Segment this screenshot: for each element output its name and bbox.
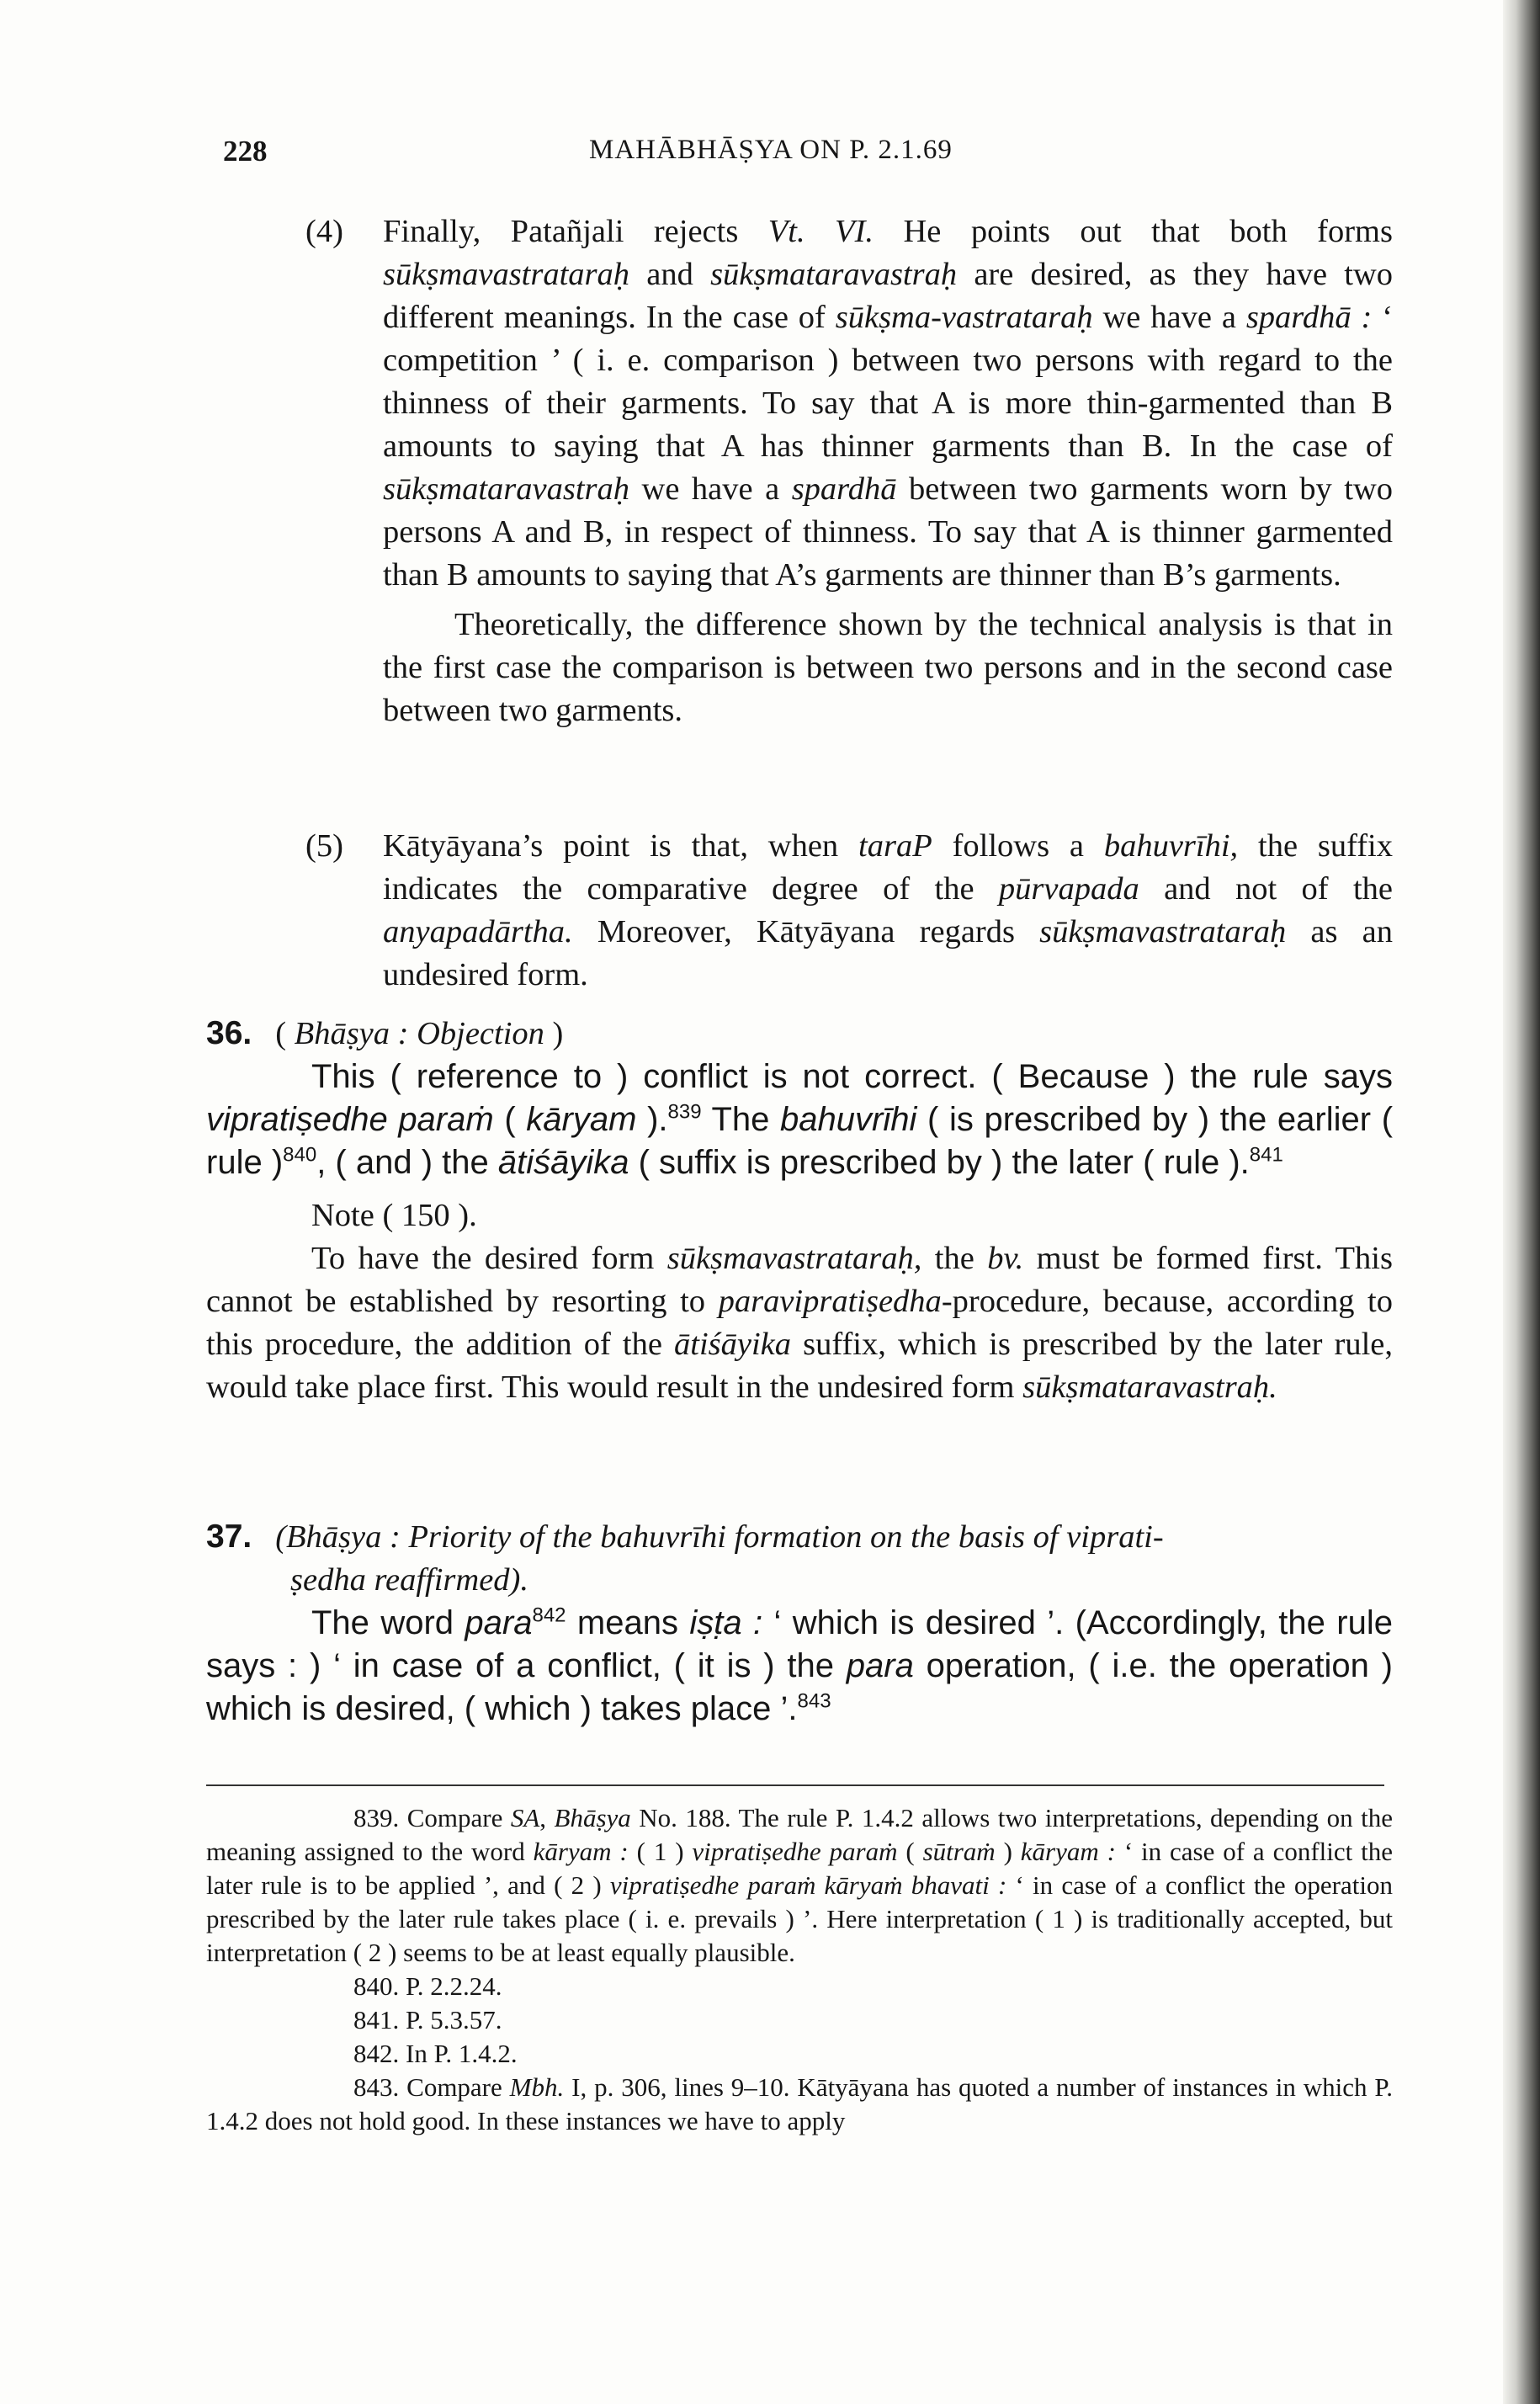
italic-term: vipratiṣedhe paraṁ xyxy=(206,1101,494,1138)
text-run: the xyxy=(921,1241,988,1276)
italic-term: kāryam xyxy=(526,1101,637,1138)
italic-term: sūkṣmavastrataraḥ, xyxy=(666,1241,922,1276)
text-run: and not of the xyxy=(1139,871,1394,907)
text-run: suffix, which is prescribed by the later rule, would take place first. This would result in the undesired form xyxy=(206,1327,1393,1405)
text-run: ( xyxy=(275,1016,295,1051)
text-run: The word xyxy=(311,1604,465,1641)
bhasya-translation xyxy=(206,1602,1393,1731)
section-title-line-1: (Bhāṣya : Priority of the bahuvrīhi formation on the basis of viprati- xyxy=(275,1519,1164,1555)
footnote-ref: 842 xyxy=(532,1604,566,1627)
italic-term: iṣṭa : xyxy=(689,1604,763,1641)
italic-term: sūkṣmataravastraḥ xyxy=(710,257,958,292)
italic-term: pūrvapada xyxy=(998,871,1139,907)
italic-term: vipratiṣedhe paraṁ xyxy=(692,1837,898,1866)
text-run: Moreover, Kātyāyana regards xyxy=(572,914,1040,949)
footnote-842: 842. In P. 1.4.2. xyxy=(353,2039,518,2068)
footnote-ref: 840 xyxy=(283,1143,317,1167)
text-run: follows a xyxy=(932,828,1104,864)
italic-term: kāryam : xyxy=(533,1837,629,1866)
item-4-theoretical-paragraph: Theoretically, the difference shown by the technical analysis is that in the first case the comparison is between two persons and in the second case between two garments. xyxy=(383,607,1393,728)
text-run: ( suffix is prescribed by ) the later ( rule ). xyxy=(629,1144,1250,1181)
text-run: operation, ( i.e. the operation ) which is desired, ( which ) takes place ’. xyxy=(206,1647,1393,1727)
text-run: To have the desired form xyxy=(311,1241,667,1276)
text-run: ‘ which is desired ’. (Accordingly, the rule says : ) ‘ in case of a conflict, ( it is ) the xyxy=(206,1604,1393,1684)
text-run: means xyxy=(566,1604,690,1641)
item-5-paragraph xyxy=(383,825,1393,997)
text-run: , xyxy=(539,1803,555,1832)
text-run: 843. Compare xyxy=(353,2072,510,2102)
text-run: I, p. 306, lines 9–10. Kātyāyana has quoted a number of instances in which P. 1.4.2 does not hold good. In these instances we have to apply xyxy=(206,2072,1393,2135)
italic-term: ātiśāyika xyxy=(674,1327,792,1362)
bhasya-translation xyxy=(206,1056,1393,1184)
item-4-paragraph xyxy=(383,210,1393,597)
note-body xyxy=(206,1237,1393,1409)
section-title-line-2: ṣedha reaffirmed). xyxy=(290,1562,528,1598)
text-run: are desired, as they have two different meanings. In the case of xyxy=(383,257,1393,335)
text-run: between two garments worn by two persons A and B, in respect of thinness. To say that A is thinner garmented than B amounts to saying that A’s garments are thinner than B’s garments. xyxy=(383,471,1394,593)
section-36 xyxy=(206,1012,1393,1409)
page-number: 228 xyxy=(223,135,268,168)
footnote-ref: 843 xyxy=(797,1689,831,1713)
text-run: -procedure, because, according to this procedure, the addition of the xyxy=(206,1284,1393,1362)
note-heading: Note ( 150 ). xyxy=(311,1198,477,1233)
text-run: ( 1 ) xyxy=(628,1837,693,1866)
text-run: No. 188. The rule P. 1.4.2 allows two interpretations, depending on the meaning assigned to the word xyxy=(206,1803,1394,1866)
text-run: we have a xyxy=(1092,300,1246,335)
italic-term: taraP xyxy=(858,828,932,864)
italic-term: sūtraṁ xyxy=(922,1837,996,1866)
italic-term: sūkṣmataravastraḥ. xyxy=(1022,1370,1277,1405)
italic-term: Bhāṣya : Objection xyxy=(294,1016,544,1051)
footnote-840: 840. P. 2.2.24. xyxy=(353,1971,502,2001)
italic-term: bv. xyxy=(987,1241,1024,1276)
section-heading xyxy=(206,1012,1393,1056)
section-number: 37. xyxy=(206,1518,252,1555)
italic-term: anyapadārtha. xyxy=(383,914,573,949)
text-run: ‘ in case of a conflict the operation prescribed by the later rule takes place ( i. e. prevails ) ’. Here interpretation ( 1 ) is traditionally accepted, but interpretation ( 2 ) seems to be at least equally plausible. xyxy=(206,1870,1393,1967)
italic-term: spardhā : xyxy=(1245,300,1373,335)
italic-term: bahuvrīhi xyxy=(780,1101,917,1138)
italic-term: para xyxy=(846,1647,914,1684)
text-run: Finally, Patañjali rejects xyxy=(383,214,768,249)
text-run: He points out that both forms xyxy=(874,214,1393,249)
footnote-839 xyxy=(206,1801,1393,1970)
text-run: ‘ in case of a conflict the later rule is to be applied ’, and ( 2 ) xyxy=(206,1837,1393,1900)
italic-term: vipratiṣedhe paraṁ kāryaṁ bhavati : xyxy=(609,1870,1007,1900)
italic-term: Mbh. xyxy=(509,2072,565,2102)
footnote-ref: 841 xyxy=(1249,1143,1283,1167)
footnote-843 xyxy=(206,2071,1393,2138)
item-label: (5) xyxy=(305,828,343,864)
footnote-841: 841. P. 5.3.57. xyxy=(353,2005,502,2034)
italic-term: kāryam : xyxy=(1020,1837,1116,1866)
page-header xyxy=(206,135,1401,185)
text-run: , ( and ) the xyxy=(316,1144,498,1181)
text-run: ). xyxy=(636,1101,668,1138)
italic-term: bahuvrīhi, xyxy=(1103,828,1239,864)
italic-term: Vt. VI. xyxy=(767,214,874,249)
italic-term: para xyxy=(465,1604,533,1641)
italic-term: sūkṣmavastrataraḥ xyxy=(1039,914,1287,949)
text-run: ( xyxy=(897,1837,923,1866)
text-run: ‘ competition ’ ( i. e. comparison ) between two persons with regard to the thinness of their garments. To say that A is more thin-garmented than B amounts to saying that A has thinner garments than B. In the case of xyxy=(383,300,1394,464)
numbered-item-5 xyxy=(305,825,1394,997)
text-run: must be formed first. This cannot be established by resorting to xyxy=(206,1241,1393,1319)
text-run: ) xyxy=(995,1837,1021,1866)
footnote-ref: 839 xyxy=(667,1100,702,1124)
italic-term: ātiśāyika xyxy=(497,1144,629,1181)
page-edge-shadow xyxy=(1503,0,1540,2404)
italic-term: SA xyxy=(510,1803,540,1832)
item-label: (4) xyxy=(305,214,343,249)
text-run: and xyxy=(629,257,711,292)
italic-term: spardhā xyxy=(791,471,897,507)
section-number: 36. xyxy=(206,1015,252,1051)
text-run: ( xyxy=(493,1101,527,1138)
text-run: ( is prescribed by ) the earlier ( rule ) xyxy=(206,1101,1394,1181)
text-run: ) xyxy=(544,1016,564,1051)
text-run: The xyxy=(701,1101,781,1138)
section-37 xyxy=(206,1515,1393,1731)
italic-term: sūkṣma-vastrataraḥ xyxy=(835,300,1093,335)
italic-term: paravipratiṣedha xyxy=(718,1284,942,1319)
running-title: MAHĀBHĀṢYA ON P. 2.1.69 xyxy=(589,135,953,165)
numbered-item-4 xyxy=(305,210,1394,732)
text-run: we have a xyxy=(629,471,792,507)
section-title xyxy=(275,1016,563,1051)
footnote-divider xyxy=(206,1784,1384,1786)
text-run: 839. Compare xyxy=(353,1803,511,1832)
footnotes xyxy=(206,1801,1393,2138)
text-run: This ( reference to ) conflict is not correct. ( Because ) the rule says xyxy=(311,1058,1393,1095)
italic-term: Bhāṣya xyxy=(554,1803,631,1832)
section-heading xyxy=(206,1515,1393,1602)
text-run: as an undesired form. xyxy=(383,914,1393,992)
text-run: Kātyāyana’s point is that, when xyxy=(383,828,859,864)
italic-term: sūkṣmataravastraḥ xyxy=(383,471,630,507)
text-run: the suffix indicates the comparative degree of the xyxy=(383,828,1393,907)
italic-term: sūkṣmavastrataraḥ xyxy=(383,257,630,292)
